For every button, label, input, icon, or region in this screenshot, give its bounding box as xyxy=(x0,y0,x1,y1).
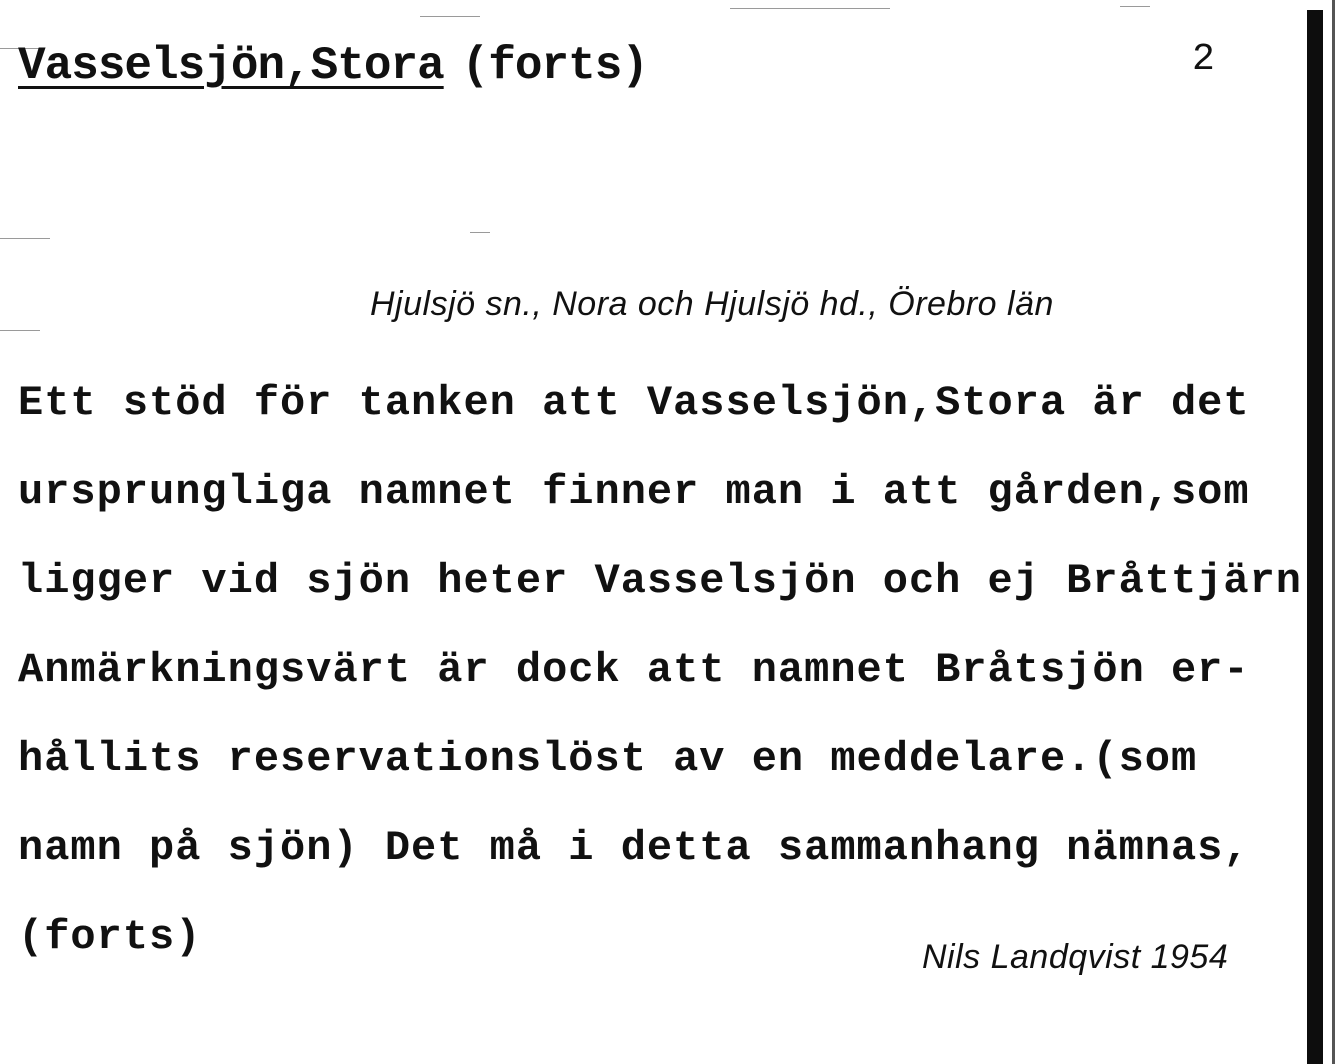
scan-speck xyxy=(1120,6,1150,7)
card-edge-line xyxy=(1332,0,1335,1064)
parish-location: Hjulsjö sn., Nora och Hjulsjö hd., Örebro län xyxy=(370,285,1054,323)
body-line: ligger vid sjön heter Vasselsjön och ej Bråttjärn xyxy=(18,557,1303,605)
card-heading xyxy=(18,40,648,92)
continued-marker: (forts) xyxy=(461,40,648,92)
page-number: 2 xyxy=(1192,38,1215,81)
body-line: hållits reservationslöst av en meddelare.(som xyxy=(18,735,1198,783)
body-line: Ett stöd för tanken att Vasselsjön,Stora är det xyxy=(18,379,1250,427)
scan-speck xyxy=(470,232,490,233)
body-line: ursprungliga namnet finner man i att gården,som xyxy=(18,468,1250,516)
scan-speck xyxy=(420,16,480,17)
body-line: Anmärkningsvärt är dock att namnet Bråtsjön er- xyxy=(18,646,1250,694)
body-line: namn på sjön) Det må i detta sammanhang nämnas, xyxy=(18,824,1250,872)
scan-speck xyxy=(730,8,890,9)
scan-speck xyxy=(0,238,50,239)
card-body xyxy=(18,368,1318,991)
scan-speck xyxy=(0,330,40,331)
place-name-title: Vasselsjön,Stora xyxy=(18,40,444,92)
author-signature: Nils Landqvist 1954 xyxy=(922,938,1229,976)
body-line-continued: (forts) xyxy=(18,913,202,961)
